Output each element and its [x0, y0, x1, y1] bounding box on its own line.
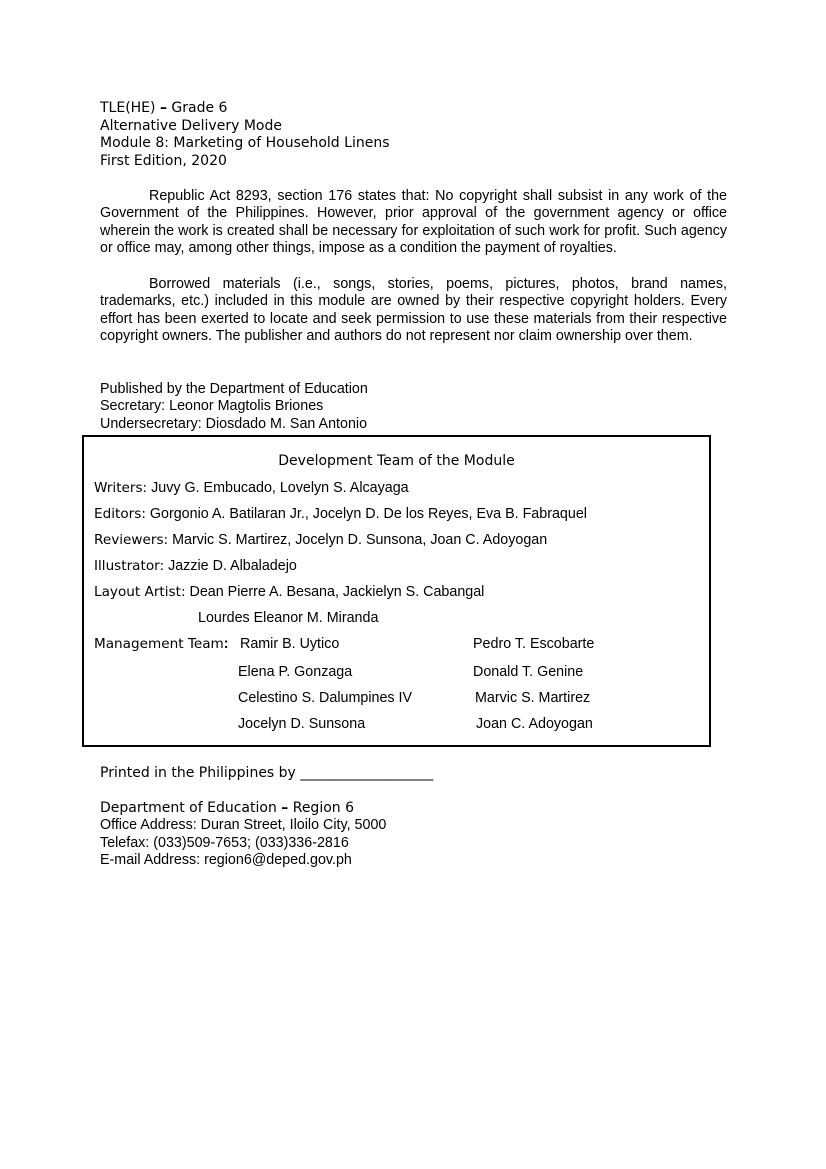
management-member: Ramir B. Uytico	[240, 636, 340, 652]
management-member: Donald T. Genine	[473, 664, 584, 680]
undersecretary: Undersecretary: Diosdado M. San Antonio	[100, 415, 368, 432]
copyright-paragraph-ra8293: Republic Act 8293, section 176 states that: No copyright shall subsist in any work of the Government of the Philippines. However, prior approval of the government agency or office wherein the work is created shall be necessary for exploitation of such work for profit. Such agency or office may, among other things, impose as a condition the payment of royalties.	[100, 188, 727, 257]
team-editors: Editors: Gorgonio A. Batilaran Jr., Jocelyn D. De los Reyes, Eva B. Fabraquel	[94, 506, 587, 522]
header-module-title: Module 8: Marketing of Household Linens	[100, 135, 390, 151]
management-member: Joan C. Adoyogan	[476, 716, 593, 732]
team-layout-artist: Layout Artist: Dean Pierre A. Besana, Jackielyn S. Cabangal	[94, 584, 485, 600]
email-address: E-mail Address: region6@deped.gov.ph	[100, 852, 352, 869]
secretary: Secretary: Leonor Magtolis Briones	[100, 398, 324, 415]
team-writers: Writers: Juvy G. Embucado, Lovelyn S. Alcayaga	[94, 480, 409, 496]
header-grade-line: TLE(HE) – Grade 6	[100, 100, 228, 116]
publisher-info	[100, 381, 368, 433]
header-delivery-mode: Alternative Delivery Mode	[100, 117, 282, 134]
team-illustrator: Illustrator: Jazzie D. Albaladejo	[94, 558, 297, 574]
management-member: Celestino S. Dalumpines IV	[238, 690, 413, 706]
region-office-info	[100, 800, 386, 870]
management-member: Marvic S. Martirez	[475, 690, 591, 706]
printed-by: Printed in the Philippines by ___________________	[100, 765, 434, 781]
management-member: Jocelyn D. Sunsona	[238, 716, 366, 732]
module-header	[100, 100, 389, 170]
telefax: Telefax: (033)509-7653; (033)336-2816	[100, 834, 349, 851]
office-address: Office Address: Duran Street, Iloilo City, 5000	[100, 817, 387, 834]
team-layout-artist-continued: Lourdes Eleanor M. Miranda	[198, 610, 379, 626]
management-member: Elena P. Gonzaga	[238, 664, 353, 680]
management-member: Pedro T. Escobarte	[473, 636, 595, 652]
development-team-box	[82, 435, 711, 747]
region-title: Department of Education – Region 6	[100, 800, 355, 816]
team-title: Development Team of the Module	[278, 453, 515, 469]
copyright-paragraph-borrowed: Borrowed materials (i.e., songs, stories, poems, pictures, photos, brand names, trademarks, etc.) included in this module are owned by their respective copyright holders. Every effort has been exerted to locate and seek permission to use these materials from their respective copyright owners. The publisher and authors do not represent nor claim ownership over them.	[100, 276, 727, 345]
published-by: Published by the Department of Education	[100, 381, 368, 397]
team-reviewers: Reviewers: Marvic S. Martirez, Jocelyn D. Sunsona, Joan C. Adoyogan	[94, 532, 548, 548]
header-edition: First Edition, 2020	[100, 152, 227, 169]
team-management-label: Management Team:	[94, 636, 229, 652]
